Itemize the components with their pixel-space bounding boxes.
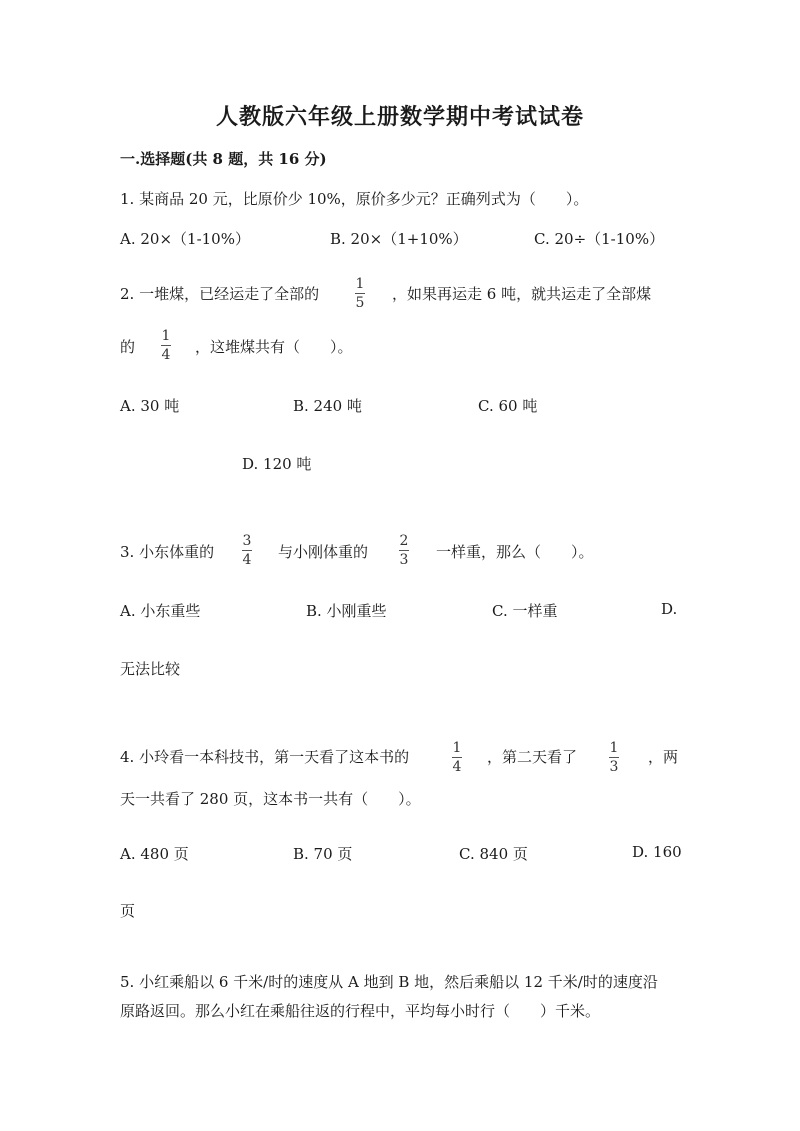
fraction-one-fourth — [452, 740, 462, 775]
question-1-option-a: A. 20×（1-10%） — [120, 230, 250, 248]
question-2-text-part4: ，这堆煤共有（ ）。 — [195, 338, 353, 356]
fraction-one-fifth — [355, 276, 365, 311]
fraction-bar — [161, 345, 171, 346]
question-3-text-part3: 一样重，那么（ ）。 — [436, 543, 594, 561]
fraction-bar — [452, 757, 462, 758]
question-1-option-c: C. 20÷（1-10%） — [534, 230, 665, 248]
fraction-three-fourths — [242, 533, 252, 568]
section-heading: 一.选择题(共 8 题，共 16 分) — [120, 150, 327, 168]
fraction-bar — [355, 293, 365, 294]
question-3-option-c: C. 一样重 — [492, 602, 558, 620]
question-2-option-d: D. 120 吨 — [242, 455, 312, 473]
fraction-one-fourth — [161, 328, 171, 363]
fraction-denominator: 4 — [242, 552, 252, 568]
question-3-option-d-label: D. — [661, 600, 678, 618]
question-2-option-b: B. 240 吨 — [293, 397, 362, 415]
question-4-text-part2: ，第二天看了 — [487, 748, 578, 766]
fraction-denominator: 4 — [452, 759, 462, 775]
fraction-bar — [399, 550, 409, 551]
fraction-bar — [609, 757, 619, 758]
question-4-option-b: B. 70 页 — [293, 845, 353, 863]
question-3-option-b: B. 小刚重些 — [306, 602, 387, 620]
fraction-denominator: 5 — [355, 295, 365, 311]
question-3-option-a: A. 小东重些 — [120, 602, 201, 620]
question-2-option-a: A. 30 吨 — [120, 397, 180, 415]
fraction-two-thirds — [399, 533, 409, 568]
question-4-text-part3: ，两 — [648, 748, 679, 766]
question-3-option-d-text: 无法比较 — [120, 660, 181, 678]
fraction-denominator: 3 — [609, 759, 619, 775]
question-5-line1: 5. 小红乘船以 6 千米/时的速度从 A 地到 B 地，然后乘船以 12 千米/时的速度沿 — [120, 973, 658, 991]
question-4-text-part4: 天一共看了 280 页，这本书一共有（ ）。 — [120, 790, 421, 808]
question-4-option-d-text: 页 — [120, 902, 136, 920]
question-3-text-part2: 与小刚体重的 — [278, 543, 369, 561]
fraction-denominator: 3 — [399, 552, 409, 568]
fraction-denominator: 4 — [161, 347, 171, 363]
fraction-bar — [242, 550, 252, 551]
page-title: 人教版六年级上册数学期中考试试卷 — [215, 104, 584, 130]
fraction-numerator: 1 — [609, 740, 619, 756]
question-2-option-c: C. 60 吨 — [478, 397, 538, 415]
question-4-option-d-label: D. 160 — [632, 843, 682, 861]
fraction-numerator: 1 — [452, 740, 462, 756]
question-5-line2: 原路返回。那么小红在乘船往返的行程中，平均每小时行（ ）千米。 — [120, 1002, 601, 1020]
question-4-option-c: C. 840 页 — [459, 845, 528, 863]
fraction-numerator: 2 — [399, 533, 409, 549]
fraction-numerator: 1 — [355, 276, 365, 292]
question-2-text-part3: 的 — [120, 338, 136, 356]
question-4-text-part1: 4. 小玲看一本科技书，第一天看了这本书的 — [120, 748, 410, 766]
fraction-one-third — [609, 740, 619, 775]
question-3-text-part1: 3. 小东体重的 — [120, 543, 215, 561]
fraction-numerator: 1 — [161, 328, 171, 344]
question-2-text-part1: 2. 一堆煤，已经运走了全部的 — [120, 285, 320, 303]
fraction-numerator: 3 — [242, 533, 252, 549]
question-4-option-a: A. 480 页 — [120, 845, 189, 863]
question-1-text: 1. 某商品 20 元，比原价少 10%，原价多少元？正确列式为（ ）。 — [120, 190, 589, 208]
question-2-text-part2: ，如果再运走 6 吨，就共运走了全部煤 — [392, 285, 652, 303]
question-1-option-b: B. 20×（1+10%） — [330, 230, 468, 248]
